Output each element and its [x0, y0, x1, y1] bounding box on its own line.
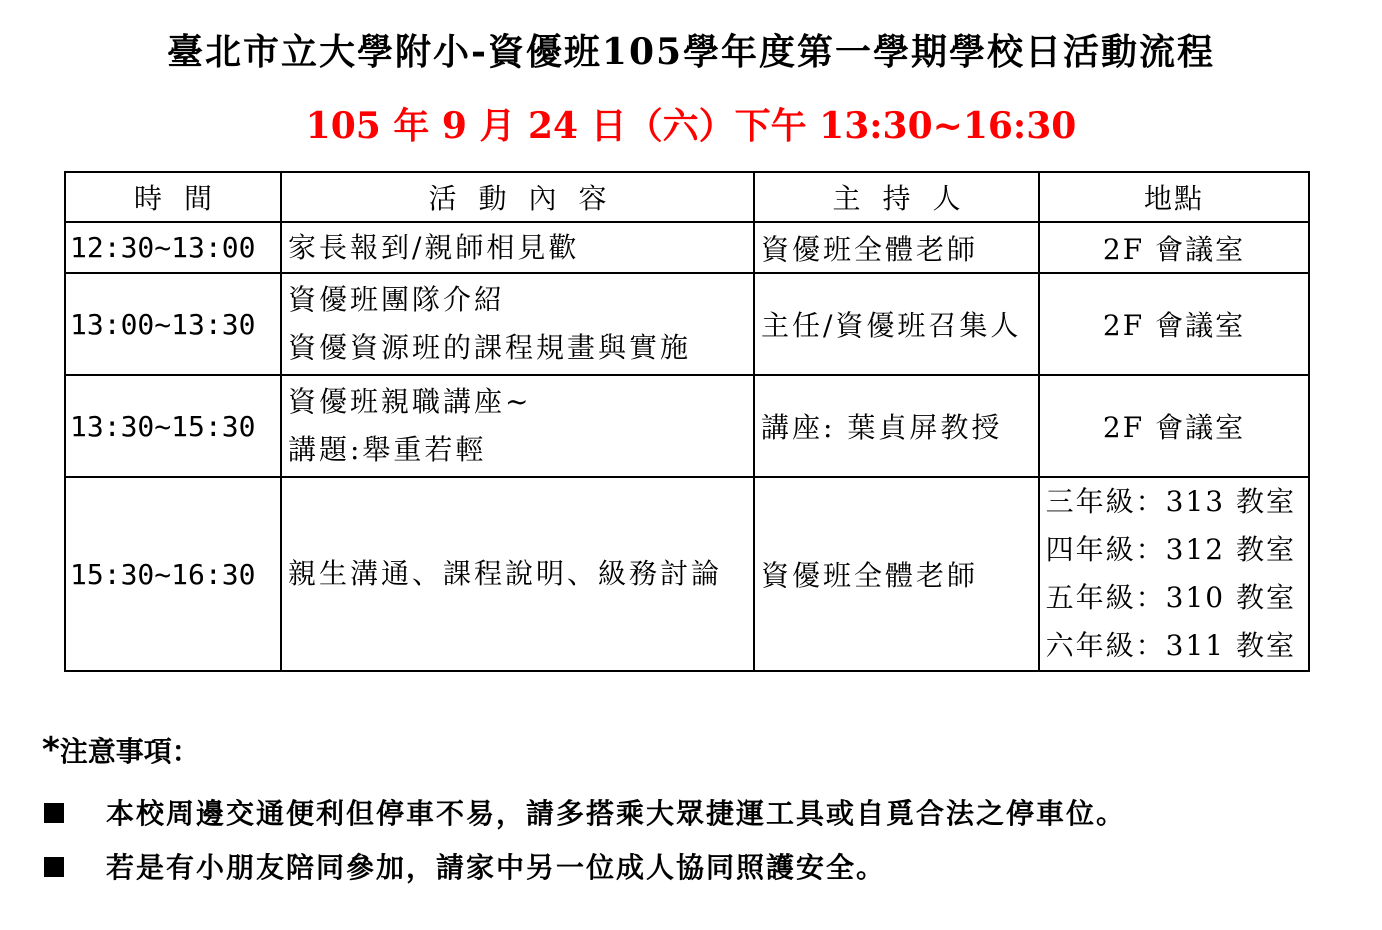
header-location: 地點 — [1039, 172, 1309, 222]
schedule-table — [64, 171, 1310, 672]
cell-activity — [281, 222, 754, 273]
cell-host: 講座: 葉貞屏教授 — [754, 375, 1039, 477]
document-subtitle: 105 年 9 月 24 日（六）下午 13:30~16:30 — [305, 105, 1077, 147]
cell-host: 資優班全體老師 — [754, 222, 1039, 273]
note-text: 若是有小朋友陪同參加，請家中另一位成人協同照護安全。 — [106, 851, 887, 884]
cell-location: 2F 會議室 — [1039, 375, 1309, 477]
cell-host: 主任/資優班召集人 — [754, 273, 1039, 375]
square-bullet-icon — [44, 857, 64, 877]
note-text: 本校周邊交通便利但停車不易，請多搭乘大眾捷運工具或自覓合法之停車位。 — [106, 797, 1127, 830]
cell-time: 15:30~16:30 — [65, 477, 281, 671]
table-row — [65, 477, 1309, 671]
table-row — [65, 375, 1309, 477]
note-item — [44, 792, 1126, 832]
classroom-line: 三年級：313 教室 — [1045, 485, 1296, 518]
table-header-row — [65, 172, 1309, 222]
classroom-line: 四年級：312 教室 — [1045, 533, 1296, 566]
asterisk-icon: * — [42, 730, 60, 770]
cell-time: 12:30~13:00 — [65, 222, 281, 273]
square-bullet-icon — [44, 803, 64, 823]
cell-activity — [281, 273, 754, 375]
cell-time: 13:30~15:30 — [65, 375, 281, 477]
cell-location — [1039, 477, 1309, 671]
activity-line: 家長報到/親師相見歡 — [288, 230, 580, 264]
document-title: 臺北市立大學附小-資優班105學年度第一學期學校日活動流程 — [166, 31, 1216, 73]
notes-heading — [42, 730, 200, 770]
cell-location: 2F 會議室 — [1039, 273, 1309, 375]
table-row — [65, 222, 1309, 273]
cell-activity — [281, 375, 754, 477]
activity-line: 資優班親職講座~ — [288, 385, 532, 418]
classroom-line: 六年級：311 教室 — [1045, 629, 1296, 662]
cell-host: 資優班全體老師 — [754, 477, 1039, 671]
table-row — [65, 273, 1309, 375]
cell-location: 2F 會議室 — [1039, 222, 1309, 273]
header-activity: 活動內容 — [281, 172, 754, 222]
cell-activity — [281, 477, 754, 671]
cell-time: 13:00~13:30 — [65, 273, 281, 375]
classroom-line: 五年級：310 教室 — [1045, 581, 1296, 614]
activity-line: 資優資源班的課程規畫與實施 — [288, 331, 692, 364]
activity-line: 親生溝通、課程說明、級務討論 — [288, 557, 723, 590]
header-time: 時間 — [65, 172, 281, 222]
notes-title: 注意事項： — [59, 735, 200, 768]
activity-line: 資優班團隊介紹 — [288, 283, 506, 316]
header-host: 主持人 — [754, 172, 1039, 222]
note-item — [44, 846, 886, 886]
activity-line: 講題:舉重若輕 — [288, 433, 487, 466]
